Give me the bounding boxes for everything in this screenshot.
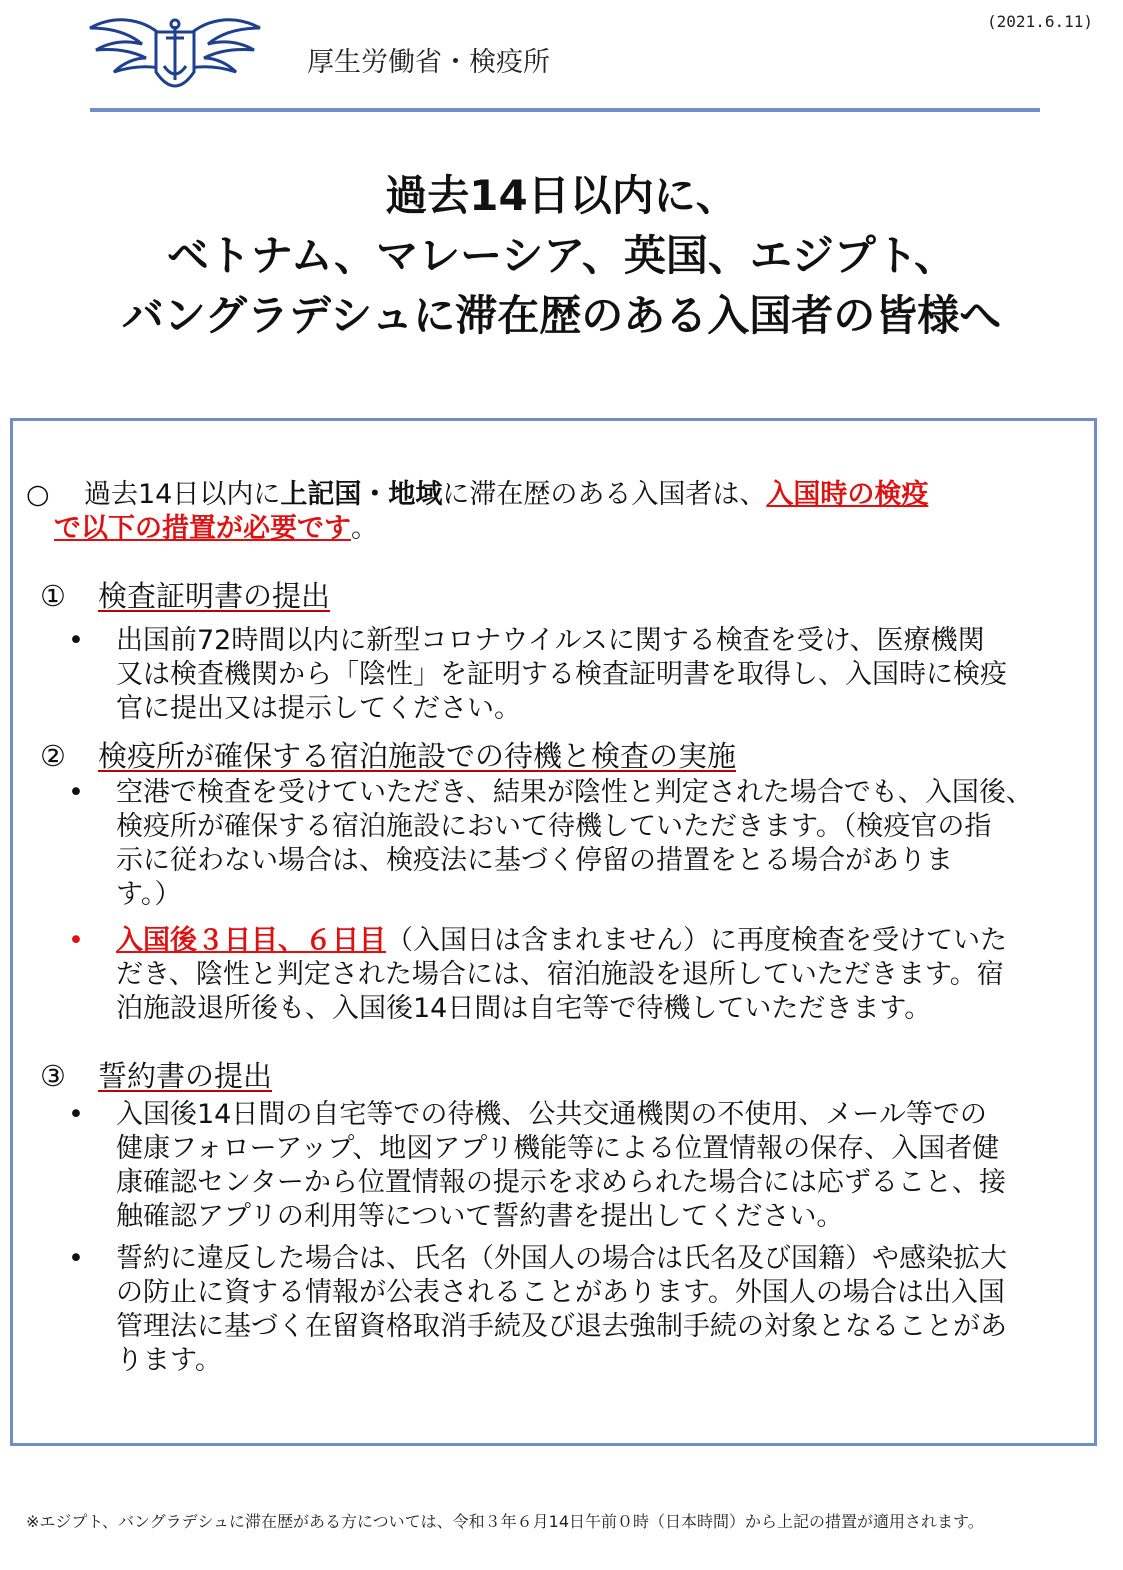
title-line-3: バングラデシュに滞在歴のある入国者の皆様へ <box>121 291 1002 340</box>
bullet-text: 入国後14日間の自宅等での待機、公共交通機関の不使用、メール等での 健康フォローアップ、地図アプリ機能等による位置情報の保存、入国者健 康確認センターから位置情報の提示を求められた場合には応ずること、接 触確認アプリの利用等について誓約書を提出してください。 <box>116 1099 1006 1232</box>
section-2-bullet-1 <box>68 776 1088 912</box>
bullet-text: 誓約に違反した場合は、氏名（外国人の場合は氏名及び国籍）や感染拡大 の防止に資する情報が公表されることがあります。外国人の場合は出入国 管理法に基づく在留資格取消手続及び退去強制手続の対象となることがあ ります。 <box>116 1243 1007 1376</box>
bullet-text: 出国前72時間以内に新型コロナウイルスに関する検査を受け、医療機関 又は検査機関から「陰性」を証明する検査証明書を取得し、入国時に検疫 官に提出又は提示してください。 <box>116 625 1007 724</box>
section-2-bullet-2 <box>68 924 1088 1026</box>
section-3-bullet-1 <box>68 1098 1088 1234</box>
section-title: 検疫所が確保する宿泊施設での待機と検査の実施 <box>98 739 737 773</box>
intro-text-bold: 上記国・地域 <box>280 479 443 510</box>
circle-marker-icon: ○ <box>26 479 50 510</box>
bullet-icon: • <box>68 1099 84 1130</box>
bullet-red-text: 入国後３日目、６日目 <box>116 925 386 956</box>
page-title <box>0 166 1123 346</box>
intro-line-1 <box>26 478 1086 512</box>
intro-red-text-2: で以下の措置が必要です <box>54 513 351 544</box>
bullet-icon: • <box>68 625 84 656</box>
bullet-icon: • <box>68 1243 84 1274</box>
intro-paragraph <box>26 478 1086 546</box>
section-title: 検査証明書の提出 <box>98 579 331 613</box>
title-line-1: 過去14日以内に、 <box>385 171 738 220</box>
footnote: ※エジプト、バングラデシュに滞在歴がある方については、令和３年６月14日午前０時（日本時間）から上記の措置が適用されます。 <box>26 1512 984 1531</box>
section-number: ① <box>40 579 66 613</box>
bullet-icon: • <box>68 925 84 956</box>
header-divider <box>90 108 1040 112</box>
section-3-bullet-2 <box>68 1242 1088 1378</box>
organization-name: 厚生労働省・検疫所 <box>307 47 550 78</box>
section-2-heading <box>40 734 736 775</box>
section-title: 誓約書の提出 <box>98 1059 273 1093</box>
bullet-icon: • <box>68 777 84 808</box>
document-date: (2021.6.11) <box>987 12 1093 31</box>
mhlw-quarantine-emblem-icon <box>86 10 264 98</box>
intro-text-b: に滞在歴のある入国者は、 <box>442 479 767 510</box>
section-3-heading <box>40 1054 272 1095</box>
section-number: ③ <box>40 1059 66 1093</box>
section-1-heading <box>40 574 330 615</box>
intro-text-end: 。 <box>351 513 378 544</box>
intro-text-a: 過去14日以内に <box>84 479 281 510</box>
bullet-text <box>116 924 1088 1026</box>
intro-red-text-1: 入国時の検疫 <box>766 479 929 510</box>
intro-line-2 <box>26 512 1086 546</box>
bullet-rest-text: （入国日は含まれません）に再度検査を受けていた だき、陰性と判定された場合には、宿泊施設を退所していただきます。宿 泊施設退所後も、入国後14日間は自宅等で待機していただきます。 <box>116 925 1007 1024</box>
bullet-text: 空港で検査を受けていただき、結果が陰性と判定された場合でも、入国後、 検疫所が確保する宿泊施設において待機していただきます。（検疫官の指 示に従わない場合は、検疫法に基づく停留の措置をとる場合がありま す。） <box>116 777 1033 910</box>
title-line-2: ベトナム、マレーシア、英国、エジプト、 <box>166 231 957 280</box>
section-number: ② <box>40 739 66 773</box>
section-1-bullet-1 <box>68 624 1088 726</box>
